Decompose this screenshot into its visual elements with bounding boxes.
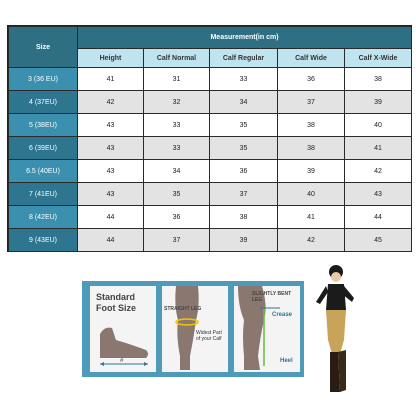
- measurement-cell: 38: [278, 114, 345, 137]
- measurement-cell: 44: [78, 229, 144, 252]
- size-header: Size: [9, 27, 78, 68]
- measurement-cell: 43: [78, 114, 144, 137]
- measurement-cell: 34: [144, 160, 210, 183]
- measurement-cell: 38: [278, 137, 345, 160]
- measurement-cell: 40: [345, 114, 412, 137]
- measurement-cell: 40: [278, 183, 345, 206]
- measurement-cell: 41: [78, 68, 144, 91]
- straight-leg-illustration: [162, 286, 228, 372]
- measurement-cell: 44: [78, 206, 144, 229]
- measurement-cell: 33: [210, 68, 278, 91]
- measurement-cell: 33: [144, 114, 210, 137]
- measurement-cell: 43: [78, 160, 144, 183]
- measurement-cell: 37: [210, 183, 278, 206]
- size-cell: 4 (37EU): [9, 91, 78, 114]
- widest-line2: of your Calf: [196, 336, 222, 342]
- measurement-cell: 35: [210, 114, 278, 137]
- measurement-cell: 38: [345, 68, 412, 91]
- foot-title-line1: Standard: [96, 292, 136, 302]
- measurement-cell: 31: [144, 68, 210, 91]
- foot-size-panel: [90, 286, 156, 372]
- rider-illustration: [312, 262, 358, 402]
- measurement-cell: 42: [278, 229, 345, 252]
- heel-label: Heel: [280, 358, 293, 364]
- size-cell: 6.5 (40EU): [9, 160, 78, 183]
- measurement-cell: 41: [278, 206, 345, 229]
- table-row: [9, 68, 412, 91]
- measurement-cell: 34: [210, 91, 278, 114]
- table-row: [9, 114, 412, 137]
- measurement-cell: 43: [78, 137, 144, 160]
- measurement-cell: 39: [278, 160, 345, 183]
- measurement-cell: 38: [210, 206, 278, 229]
- widest-line1: Widest Part: [196, 330, 222, 336]
- measure-guide-panel: [82, 281, 304, 377]
- straight-leg-panel: [162, 286, 228, 372]
- size-cell: 8 (42EU): [9, 206, 78, 229]
- size-cell: 5 (38EU): [9, 114, 78, 137]
- straight-leg-label: STRAIGHT LEG: [164, 306, 202, 312]
- bent-leg-label: SLIGHTLY BENT LEG: [252, 291, 292, 303]
- measurement-cell: 37: [144, 229, 210, 252]
- measurement-cell: 43: [78, 183, 144, 206]
- crease-label: Crease: [272, 312, 293, 318]
- measurement-cell: 36: [210, 160, 278, 183]
- measurement-cell: 43: [345, 183, 412, 206]
- measurement-cell: 39: [210, 229, 278, 252]
- table-row: [9, 137, 412, 160]
- measurement-cell: 37: [278, 91, 345, 114]
- col-header: Height: [78, 49, 144, 68]
- size-cell: 6 (39EU): [9, 137, 78, 160]
- measurement-cell: 45: [345, 229, 412, 252]
- measurement-cell: 36: [278, 68, 345, 91]
- size-table: [8, 26, 412, 252]
- col-header: Calf Regular: [210, 49, 278, 68]
- bent-leg-panel: [234, 286, 300, 372]
- size-chart-table: [7, 25, 412, 252]
- table-row: [9, 229, 412, 252]
- measurement-cell: 32: [144, 91, 210, 114]
- col-header: Calf Normal: [144, 49, 210, 68]
- measurement-cell: 33: [144, 137, 210, 160]
- measurement-cell: 36: [144, 206, 210, 229]
- foot-title-line2: Foot Size: [96, 303, 136, 313]
- table-row: [9, 206, 412, 229]
- measurement-cell: 42: [345, 160, 412, 183]
- size-cell: 9 (43EU): [9, 229, 78, 252]
- col-header: Calf Wide: [278, 49, 345, 68]
- measurement-cell: 41: [345, 137, 412, 160]
- col-header: Calf X-Wide: [345, 49, 412, 68]
- measurement-cell: 35: [210, 137, 278, 160]
- measurement-cell: 35: [144, 183, 210, 206]
- size-cell: 3 (36 EU): [9, 68, 78, 91]
- foot-size-marker: #: [120, 358, 124, 364]
- table-row: [9, 183, 412, 206]
- table-row: [9, 91, 412, 114]
- measurement-cell: 44: [345, 206, 412, 229]
- measurement-header: Measurement(in cm): [78, 27, 412, 49]
- measurement-cell: 39: [345, 91, 412, 114]
- table-row: [9, 160, 412, 183]
- measurement-cell: 42: [78, 91, 144, 114]
- size-cell: 7 (41EU): [9, 183, 78, 206]
